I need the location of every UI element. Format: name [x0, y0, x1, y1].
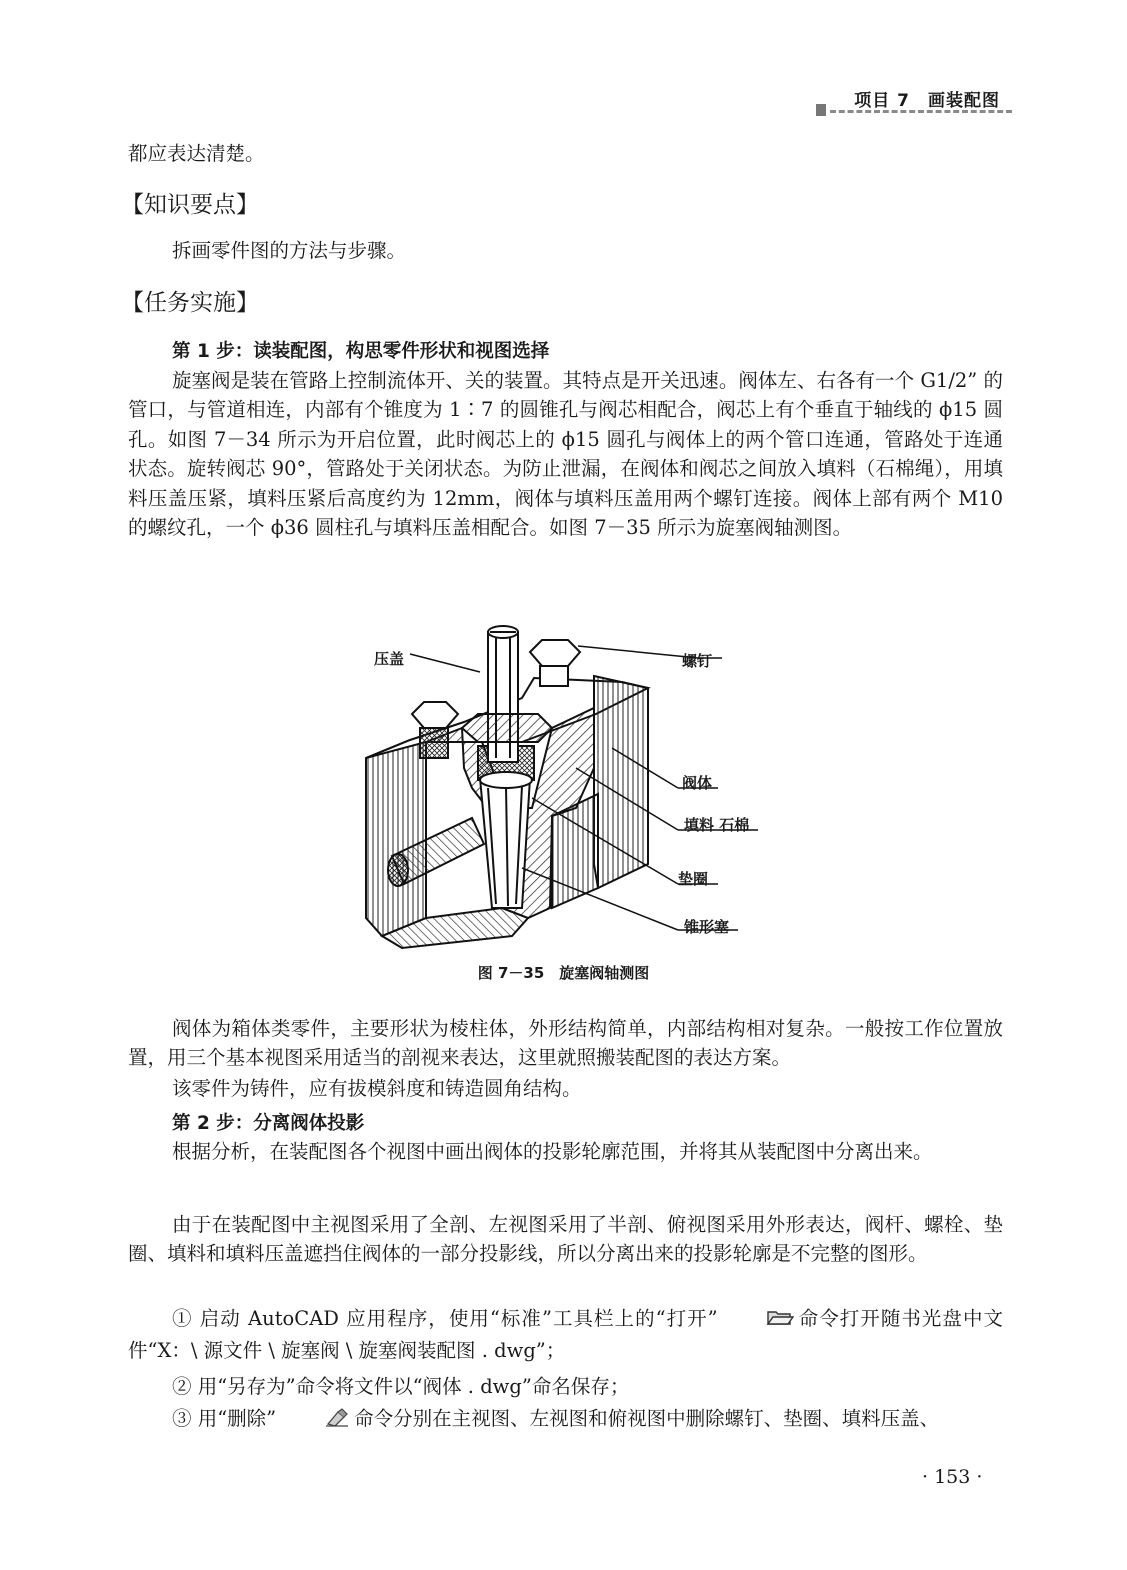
label-screw: 螺钉 [682, 652, 713, 670]
analysis-paragraph: 阀体为箱体类零件，主要形状为棱柱体，外形结构简单，内部结构相对复杂。一般按工作位置放置，用三个基本视图采用适当的剖视来表达，这里就照搬装配图的表达方案。 [128, 1017, 1003, 1070]
intro-line: 都应表达清楚。 [128, 142, 265, 165]
eraser-icon [280, 1407, 350, 1436]
plug-valve-figure [362, 618, 772, 956]
step2-paragraph-2: 由于在装配图中主视图采用了全剖、左视图采用了半剖、俯视图采用外形表达，阀杆、螺栓、垫圈、填料和填料压盖遮挡住阀体的一部分投影线，所以分离出来的投影轮廓是不完整的图形。 [128, 1213, 1003, 1266]
step2-item-3-text-a: ③ 用“删除” [172, 1407, 277, 1430]
page-number: · 153 · [922, 1466, 983, 1488]
step2-item-1-text-b: 命令打开随书光盘中文件“X：\ 源文件 \ 旋塞阀 \ 旋塞阀装配图 . dwg”； [128, 1307, 1003, 1363]
step2-item-2: ② 用“另存为”命令将文件以“阀体 . dwg”命名保存； [172, 1375, 630, 1398]
step1-paragraph: 旋塞阀是装在管路上控制流体开、关的装置。其特点是开关迅速。阀体左、右各有一个 G1/2” 的管口，与管道相连，内部有个锥度为 1∶7 的圆锥孔与阀芯相配合，阀芯上有个垂直于轴线的 ϕ15 圆孔。如图 7－34 所示为开启位置，此时阀芯上的 ϕ15 圆孔与阀体上的两个管口连通，管路处于连通状态。旋转阀芯 90°，管路处于关闭状态。为防止泄漏，在阀体和阀芯之间放入填料（石棉绳），用填料压盖压紧，填料压紧后高度约为 12mm，阀体与填料压盖用两个螺钉连接。阀体上部有两个 M10 的螺纹孔，一个 ϕ36 圆柱孔与填料压盖相配合。如图 7－35 所示为旋塞阀轴测图。 [128, 369, 1003, 540]
label-gland: 压盖 [374, 650, 405, 668]
step2-item-1-text-a: ① 启动 AutoCAD 应用程序，使用“标准”工具栏上的“打开” [172, 1307, 718, 1330]
running-header [812, 86, 1002, 114]
open-folder-icon [722, 1307, 794, 1336]
step2-item-1 [128, 1304, 1003, 1366]
label-washer: 垫圈 [678, 870, 709, 888]
knowledge-heading: 【知识要点】 [121, 192, 259, 218]
step2-item-3 [128, 1404, 1003, 1436]
figure-caption: 图 7－35 旋塞阀轴测图 [477, 964, 650, 982]
label-plug: 锥形塞 [684, 918, 730, 936]
step2-paragraph-1: 根据分析，在装配图各个视图中画出阀体的投影轮廓范围，并将其从装配图中分离出来。 [172, 1140, 933, 1163]
label-packing: 填料 石棉 [684, 816, 750, 834]
casting-note: 该零件为铸件，应有拔模斜度和铸造圆角结构。 [172, 1077, 582, 1100]
step2-title: 第 2 步：分离阀体投影 [172, 1113, 365, 1134]
label-valve-body: 阀体 [682, 774, 713, 792]
task-heading: 【任务实施】 [121, 290, 259, 316]
running-header-title: 项目 7 画装配图 [854, 91, 1000, 111]
step1-title: 第 1 步：读装配图，构思零件形状和视图选择 [172, 341, 550, 362]
header-marker [816, 104, 826, 116]
knowledge-text: 拆画零件图的方法与步骤。 [172, 239, 407, 262]
header-dashed-rule [830, 110, 1012, 113]
step2-item-3-text-b: 命令分别在主视图、左视图和俯视图中删除螺钉、垫圈、填料压盖、 [354, 1407, 940, 1430]
